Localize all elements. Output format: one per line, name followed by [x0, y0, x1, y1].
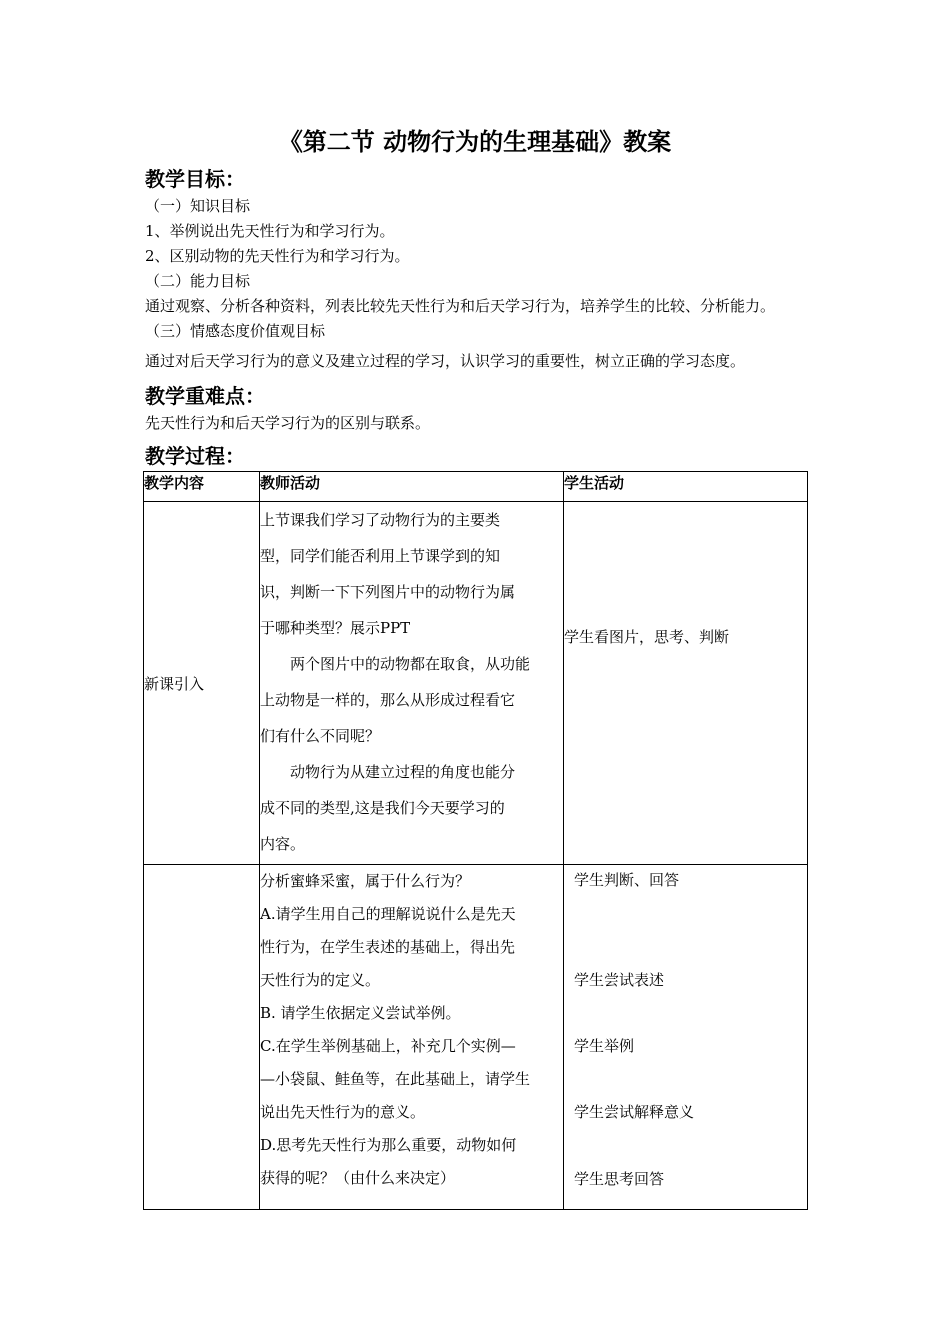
student-item: 学生思考回答 [574, 1170, 665, 1188]
row2-content [144, 865, 260, 1210]
teacher-line: —小袋鼠、鲑鱼等，在此基础上，请学生 [260, 1070, 531, 1088]
row1-student: 学生看图片，思考、判断 [564, 502, 808, 865]
process-table [143, 471, 808, 1210]
teacher-line: 性行为，在学生表述的基础上，得出先 [260, 938, 516, 956]
emotion-label: （三）情感态度价值观目标 [145, 322, 326, 340]
row1-teacher [260, 502, 564, 865]
teacher-line: 于哪种类型？展示PPT [260, 619, 411, 637]
objectives-heading: 教学目标： [145, 167, 245, 191]
student-item: 学生尝试表述 [574, 971, 665, 989]
row2-teacher [260, 865, 564, 1210]
teacher-line: 内容。 [260, 835, 306, 853]
student-item: 学生判断、回答 [574, 871, 680, 889]
document-title: 《第二节 动物行为的生理基础》教案 [278, 128, 672, 156]
teacher-line: 成不同的类型,这是我们今天要学习的 [260, 799, 505, 817]
teacher-line: C.在学生举例基础上，补充几个实例— [260, 1037, 516, 1055]
teacher-line: 分析蜜蜂采蜜，属于什么行为？ [260, 872, 471, 890]
teacher-line: 获得的呢？（由什么来决定） [260, 1169, 456, 1187]
knowledge-item-1: 1、举例说出先天性行为和学习行为。 [145, 222, 395, 240]
emotion-text: 通过对后天学习行为的意义及建立过程的学习，认识学习的重要性，树立正确的学习态度。 [145, 352, 746, 370]
process-heading: 教学过程： [145, 444, 245, 468]
key-points-heading: 教学重难点： [145, 384, 265, 408]
key-points-text: 先天性行为和后天学习行为的区别与联系。 [145, 414, 431, 432]
student-item: 学生举例 [574, 1037, 635, 1055]
row2-student [564, 865, 808, 1210]
column-header-teacher: 教师活动 [260, 472, 564, 502]
student-item: 学生尝试解释意义 [574, 1103, 695, 1121]
ability-text: 通过观察、分析各种资料，列表比较先天性行为和后天学习行为，培养学生的比较、分析能力。 [145, 297, 776, 315]
teacher-line: A.请学生用自己的理解说说什么是先天 [260, 905, 516, 923]
teacher-line: 识，判断一下下列图片中的动物行为属 [260, 583, 516, 601]
teacher-line: 天性行为的定义。 [260, 971, 381, 989]
teacher-line: 们有什么不同呢？ [260, 727, 381, 745]
table-header-row [144, 472, 808, 502]
ability-label: （二）能力目标 [145, 272, 251, 290]
teacher-line: 上动物是一样的，那么从形成过程看它 [260, 691, 516, 709]
row1-content: 新课引入 [144, 502, 260, 865]
teacher-line: 上节课我们学习了动物行为的主要类 [260, 511, 501, 529]
table-row [144, 502, 808, 865]
table-row [144, 865, 808, 1210]
teacher-line: 动物行为从建立过程的角度也能分 [260, 763, 516, 781]
teacher-line: 两个图片中的动物都在取食，从功能 [260, 655, 531, 673]
knowledge-item-2: 2、区别动物的先天性行为和学习行为。 [145, 247, 410, 265]
column-header-student: 学生活动 [564, 472, 808, 502]
teacher-line: B. 请学生依据定义尝试举例。 [260, 1004, 461, 1022]
knowledge-label: （一）知识目标 [145, 197, 251, 215]
teacher-line: D.思考先天性行为那么重要，动物如何 [260, 1136, 517, 1154]
column-header-content: 教学内容 [144, 472, 260, 502]
teacher-line: 说出先天性行为的意义。 [260, 1103, 426, 1121]
teacher-line: 型，同学们能否利用上节课学到的知 [260, 547, 501, 565]
